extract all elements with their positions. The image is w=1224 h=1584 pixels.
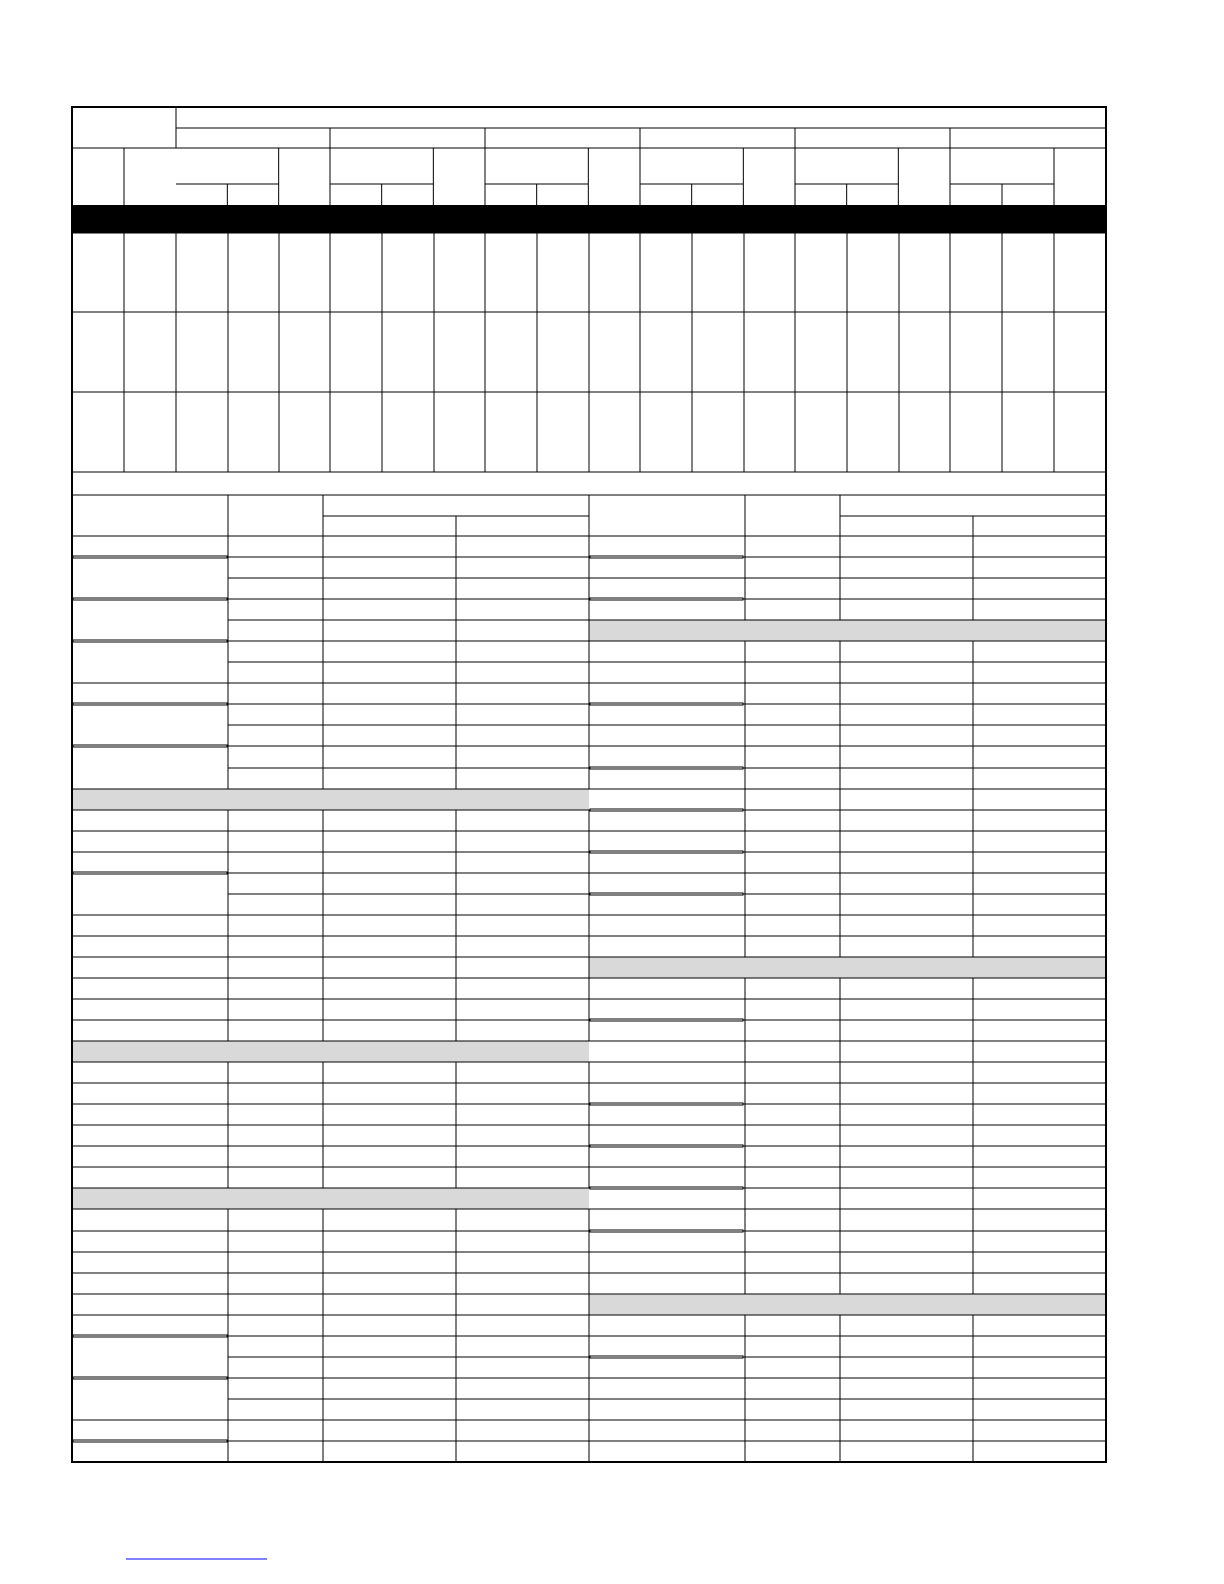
left-merge-cover — [73, 640, 227, 642]
right-merge-cover — [590, 893, 743, 895]
right-merge-cover — [590, 767, 743, 769]
right-merge-cover — [590, 851, 743, 853]
left-merge-cover — [73, 745, 227, 747]
black-header-band — [72, 205, 1106, 233]
left-merge-cover — [73, 1440, 227, 1442]
right-section-band — [589, 620, 1106, 641]
left-merge-cover — [73, 1377, 227, 1379]
right-merge-cover — [590, 703, 743, 705]
left-merge-cover — [73, 872, 227, 874]
left-section-band — [72, 1188, 589, 1209]
left-section-band — [72, 1041, 589, 1062]
right-section-band — [589, 1294, 1106, 1315]
right-merge-cover — [590, 1103, 743, 1105]
right-merge-cover — [590, 1145, 743, 1147]
left-merge-cover — [73, 703, 227, 705]
left-merge-cover — [73, 598, 227, 600]
right-merge-cover — [590, 1187, 743, 1189]
left-section-band — [72, 789, 589, 810]
right-merge-cover — [590, 1230, 743, 1232]
left-merge-cover — [73, 556, 227, 558]
right-merge-cover — [590, 598, 743, 600]
right-merge-cover — [590, 556, 743, 558]
right-merge-cover — [590, 1356, 743, 1358]
grid-lines — [72, 107, 1106, 1462]
right-section-band — [589, 957, 1106, 978]
right-merge-cover — [590, 809, 743, 811]
left-merge-cover — [73, 1335, 227, 1337]
right-merge-cover — [590, 1019, 743, 1021]
